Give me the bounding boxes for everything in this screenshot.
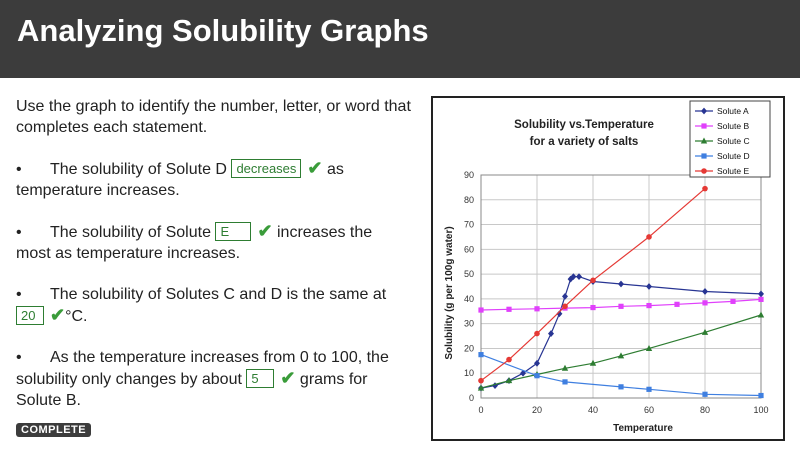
y-tick-labels bbox=[464, 170, 474, 403]
x-axis-label: Temperature bbox=[613, 423, 673, 434]
data-point bbox=[548, 330, 554, 337]
statement-4 bbox=[16, 347, 411, 411]
series-line bbox=[481, 315, 761, 388]
instructions: Use the graph to identify the number, letter, or word that completes each statement. bbox=[16, 98, 411, 136]
y-tick-label: 20 bbox=[463, 343, 474, 354]
x-tick-label: 40 bbox=[587, 405, 599, 415]
statement-text: °C. bbox=[65, 308, 88, 325]
check-mark-icon: ✔ bbox=[280, 368, 296, 388]
data-point bbox=[702, 300, 707, 305]
x-tick-labels bbox=[478, 405, 768, 415]
data-point bbox=[646, 234, 652, 240]
statement-2 bbox=[16, 221, 411, 264]
y-axis-label: Solubility (g per 100g water) bbox=[444, 226, 455, 360]
data-point bbox=[758, 297, 763, 302]
status-badge: COMPLETE bbox=[16, 423, 91, 437]
chart-title: Solubility vs.Temperature bbox=[514, 119, 654, 131]
data-point bbox=[618, 384, 623, 389]
bullet: • bbox=[16, 161, 22, 178]
x-tick-label: 80 bbox=[699, 405, 711, 415]
data-point bbox=[534, 331, 540, 337]
data-point bbox=[701, 168, 707, 174]
statement-text: increases the most as temperature increases. bbox=[16, 224, 373, 262]
x-tick-label: 20 bbox=[531, 405, 543, 415]
data-point bbox=[506, 307, 511, 312]
legend-label: Solute B bbox=[717, 121, 750, 131]
statement-text: As the temperature increases from 0 to 100, the solubility only changes by about bbox=[16, 349, 389, 388]
data-point bbox=[562, 304, 568, 310]
chart-svg bbox=[433, 98, 783, 439]
data-point bbox=[758, 311, 764, 317]
x-tick-label: 100 bbox=[753, 405, 769, 415]
legend-label: Solute A bbox=[717, 106, 749, 116]
data-point bbox=[534, 306, 539, 311]
solubility-chart bbox=[431, 96, 785, 441]
y-tick-label: 60 bbox=[463, 244, 474, 255]
check-mark-icon: ✔ bbox=[307, 158, 323, 178]
legend-label: Solute E bbox=[717, 166, 750, 176]
data-point bbox=[646, 283, 652, 290]
statement-text: grams for Solute B. bbox=[16, 371, 368, 409]
check-mark-icon: ✔ bbox=[257, 221, 273, 241]
chart-series bbox=[478, 186, 764, 398]
answer-field[interactable]: 20 bbox=[16, 306, 44, 325]
statement-1 bbox=[16, 158, 411, 201]
chart-subtitle: for a variety of salts bbox=[529, 136, 639, 148]
y-tick-label: 0 bbox=[468, 393, 474, 403]
bullet: • bbox=[16, 349, 22, 366]
bullet: • bbox=[16, 286, 22, 303]
data-point bbox=[702, 288, 708, 295]
data-point bbox=[478, 352, 483, 357]
legend-label: Solute D bbox=[717, 151, 750, 161]
data-point bbox=[618, 304, 623, 309]
data-point bbox=[478, 307, 483, 312]
data-point bbox=[702, 392, 707, 397]
data-point bbox=[618, 281, 624, 288]
y-tick-label: 40 bbox=[463, 293, 474, 304]
y-tick-label: 70 bbox=[463, 219, 474, 230]
bullet: • bbox=[16, 224, 22, 241]
data-point bbox=[674, 302, 679, 307]
data-point bbox=[534, 373, 539, 378]
data-point bbox=[478, 378, 484, 384]
question-panel bbox=[16, 96, 411, 431]
x-tick-label: 0 bbox=[478, 405, 484, 415]
y-tick-label: 90 bbox=[463, 170, 474, 180]
data-point bbox=[758, 393, 763, 398]
y-tick-label: 10 bbox=[463, 368, 474, 379]
chart-legend bbox=[690, 101, 770, 177]
statement-3 bbox=[16, 284, 411, 327]
data-point bbox=[506, 357, 512, 363]
data-point bbox=[702, 186, 708, 192]
series-solute-a bbox=[478, 273, 764, 391]
check-mark-icon: ✔ bbox=[50, 305, 66, 325]
series-solute-d bbox=[478, 352, 763, 398]
data-point bbox=[562, 379, 567, 384]
statement-text: The solubility of Solute bbox=[50, 224, 211, 241]
statement-text: The solubility of Solute D bbox=[50, 161, 227, 178]
data-point bbox=[730, 299, 735, 304]
y-tick-label: 30 bbox=[463, 318, 474, 329]
statement-text: as temperature increases. bbox=[16, 161, 344, 199]
statement-text: The solubility of Solutes C and D is the same at bbox=[50, 286, 387, 303]
data-point bbox=[701, 123, 706, 128]
y-tick-label: 50 bbox=[463, 269, 474, 280]
data-point bbox=[701, 153, 706, 158]
data-point bbox=[646, 387, 651, 392]
x-tick-label: 60 bbox=[643, 405, 655, 415]
data-point bbox=[590, 305, 595, 310]
answer-field[interactable]: 5 bbox=[246, 369, 274, 388]
answer-field[interactable]: decreases bbox=[231, 159, 301, 178]
data-point bbox=[758, 291, 764, 298]
answer-field[interactable]: E bbox=[215, 222, 251, 241]
data-point bbox=[590, 278, 596, 284]
legend-label: Solute C bbox=[717, 136, 750, 146]
data-point bbox=[534, 360, 540, 367]
title-bar bbox=[0, 0, 800, 78]
data-point bbox=[646, 303, 651, 308]
y-tick-label: 80 bbox=[463, 194, 474, 205]
page-title: Analyzing Solubility Graphs bbox=[17, 13, 429, 48]
